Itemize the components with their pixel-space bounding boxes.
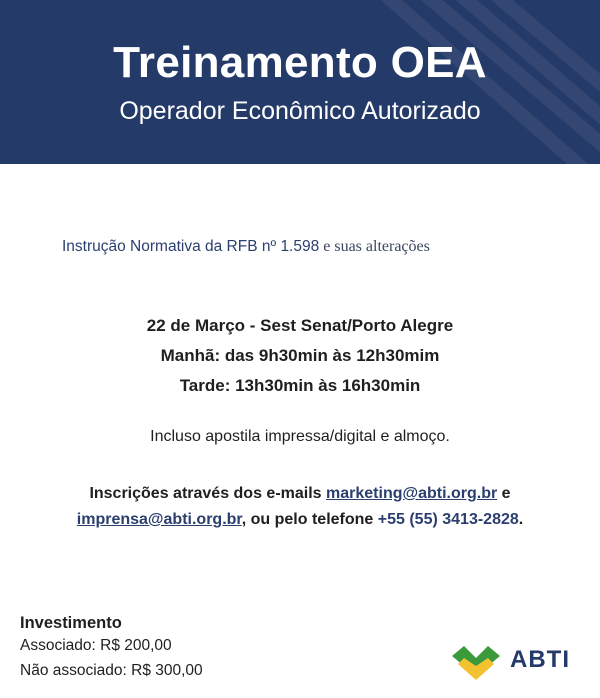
registration-line-2 <box>0 511 600 529</box>
registration-line-1 <box>0 485 600 503</box>
event-afternoon: Tarde: 13h30min às 16h30min <box>179 376 421 395</box>
email-link-marketing[interactable]: marketing@abti.org.br <box>326 485 498 502</box>
phone-number: +55 (55) 3413-2828 <box>377 511 519 528</box>
event-date-location: 22 de Março - Sest Senat/Porto Alegre <box>146 316 454 335</box>
normativa-suffix: e suas alterações <box>319 238 430 255</box>
event-morning: Manhã: das 9h30min às 12h30mim <box>160 346 440 365</box>
page-title: Treinamento OEA <box>113 38 487 87</box>
page-subtitle: Operador Econômico Autorizado <box>119 97 481 125</box>
investment-nonmember-price: Não associado: R$ 300,00 <box>20 662 203 679</box>
investment-member-price: Associado: R$ 200,00 <box>20 637 172 654</box>
header-banner <box>0 0 600 164</box>
registration-suffix: . <box>518 511 524 528</box>
registration-joiner: e <box>497 485 511 502</box>
logo-text: ABTI <box>510 646 570 673</box>
normativa-line <box>62 238 430 256</box>
email-link-imprensa[interactable]: imprensa@abti.org.br <box>76 511 242 528</box>
includes-text: Incluso apostila impressa/digital e almoço. <box>150 428 450 445</box>
registration-prefix: Inscrições através dos e-mails <box>89 485 327 502</box>
investment-title: Investimento <box>20 614 122 632</box>
normativa-text: Instrução Normativa da RFB nº 1.598 <box>62 238 320 255</box>
registration-middle: , ou pelo telefone <box>241 511 378 528</box>
